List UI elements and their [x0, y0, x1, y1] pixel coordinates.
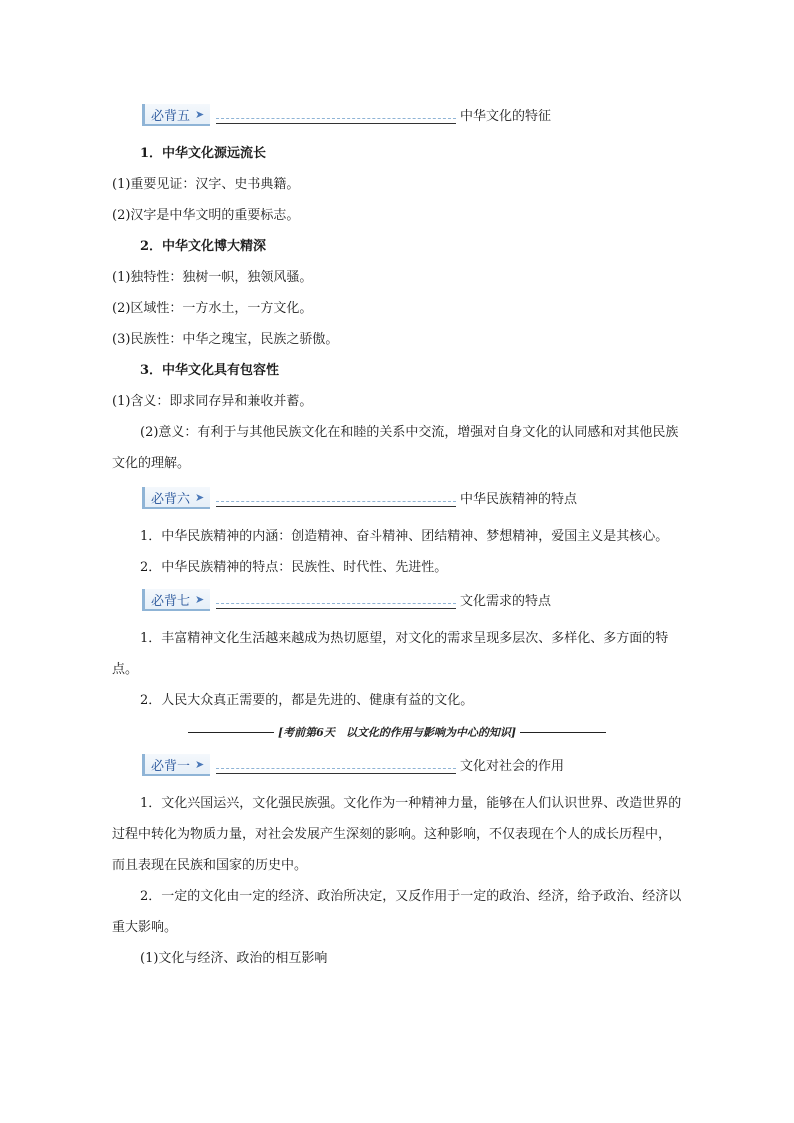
dashed-divider	[216, 768, 456, 769]
list-item: 1．中华文化源远流长	[140, 146, 267, 161]
divider-line	[188, 732, 274, 733]
arrow-icon: ➤	[195, 757, 205, 771]
dashed-divider	[216, 501, 456, 502]
section-header	[112, 754, 682, 778]
section-tag: 必背六 ➤	[142, 487, 210, 509]
arrow-icon: ➤	[195, 592, 205, 606]
list-item: (2)区域性：一方水土，一方文化。	[112, 301, 313, 316]
underline-divider	[216, 506, 456, 507]
underline-divider	[216, 608, 456, 609]
section-tag: 必背七 ➤	[142, 589, 210, 611]
list-item: 3．中华文化具有包容性	[140, 363, 280, 378]
arrow-icon: ➤	[195, 107, 205, 121]
list-item: 1．丰富精神文化生活越来越成为热切愿望，对文化的需求呈现多层次、多样化、多方面的特点。	[112, 631, 669, 677]
list-item: (1)含义：即求同存异和兼收并蓄。	[112, 394, 313, 409]
underline-divider	[216, 773, 456, 774]
chapter-divider	[112, 720, 682, 744]
section-title: 文化对社会的作用	[460, 759, 565, 774]
section-title: 中华文化的特征	[460, 109, 552, 124]
list-item: 2．一定的文化由一定的经济、政治所决定，又反作用于一定的政治、经济，给予政治、经济以重大影响。	[112, 889, 682, 935]
list-item: (1)文化与经济、政治的相互影响	[140, 951, 328, 966]
underline-divider	[216, 123, 456, 124]
list-item: 2．人民大众真正需要的，都是先进的、健康有益的文化。	[140, 693, 474, 708]
list-item: (3)民族性：中华之瑰宝，民族之骄傲。	[112, 332, 339, 347]
section-tag: 必背五 ➤	[142, 104, 210, 126]
section-title: 中华民族精神的特点	[460, 492, 578, 507]
section-tag: 必背一 ➤	[142, 754, 210, 776]
document-page	[112, 104, 682, 974]
list-item: 2．中华民族精神的特点：民族性、时代性、先进性。	[140, 560, 448, 575]
dashed-divider	[216, 118, 456, 119]
list-item: 1．中华民族精神的内涵：创造精神、奋斗精神、团结精神、梦想精神，爱国主义是其核心。	[140, 529, 669, 544]
list-item: (2)意义：有利于与其他民族文化在和睦的关系中交流，增强对自身文化的认同感和对其他民族文化的理解。	[112, 425, 679, 471]
list-item: 1．文化兴国运兴，文化强民族强。文化作为一种精神力量，能够在人们认识世界、改造世界的过程中转化为物质力量，对社会发展产生深刻的影响。这种影响，不仅表现在个人的成长历程中，而且表现在民族和国家的历史中。	[112, 796, 682, 873]
section-header	[112, 104, 682, 128]
section-header	[112, 487, 682, 511]
dashed-divider	[216, 603, 456, 604]
list-item: (1)独特性：独树一帜，独领风骚。	[112, 270, 313, 285]
section-header	[112, 589, 682, 613]
list-item: 2．中华文化博大精深	[140, 239, 267, 254]
section-title: 文化需求的特点	[460, 594, 552, 609]
arrow-icon: ➤	[195, 490, 205, 504]
divider-text: [考前第6天 以文化的作用与影响为中心的知识]	[277, 726, 517, 739]
list-item: (2)汉字是中华文明的重要标志。	[112, 208, 300, 223]
list-item: (1)重要见证：汉字、史书典籍。	[112, 177, 300, 192]
divider-line	[520, 732, 606, 733]
